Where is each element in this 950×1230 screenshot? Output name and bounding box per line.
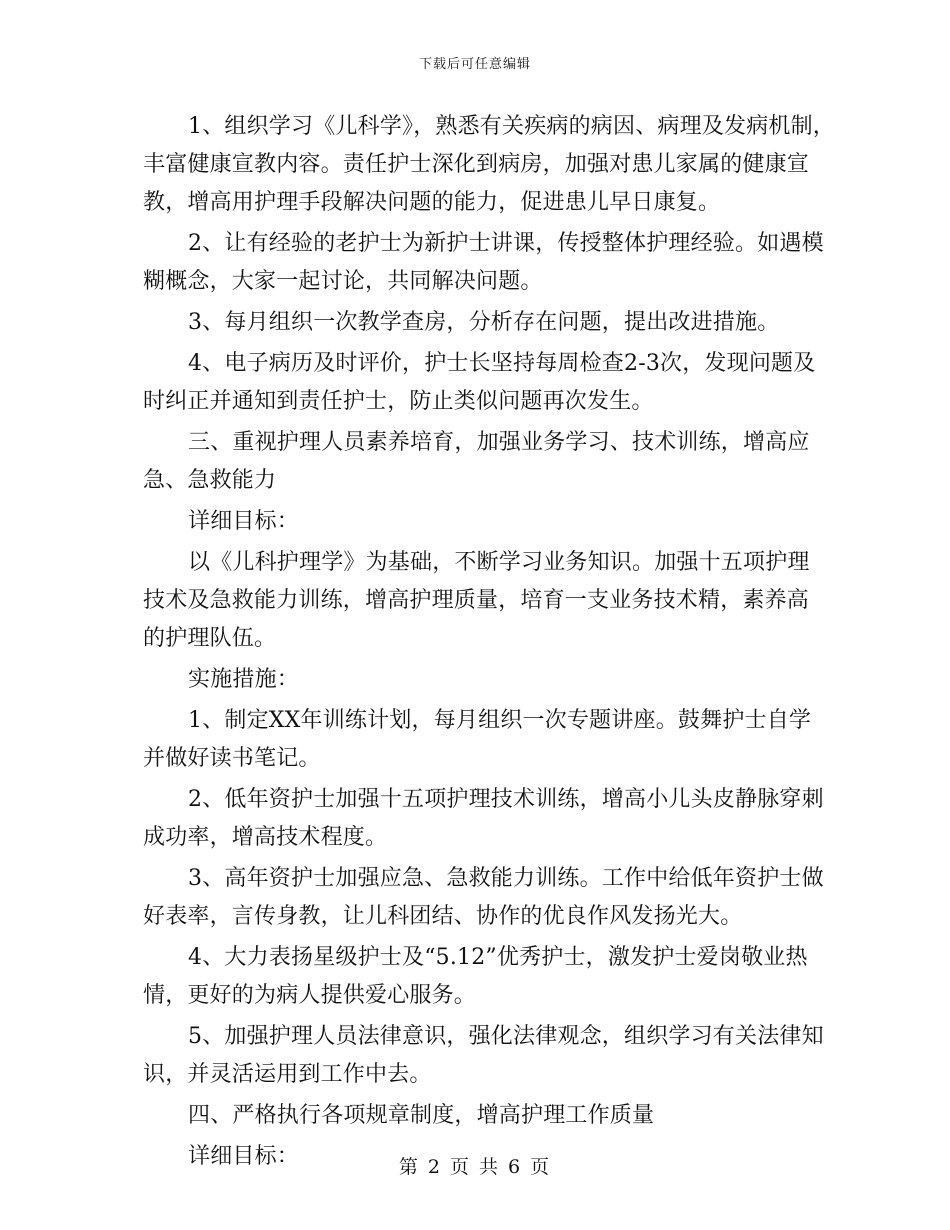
- text-line: 时纠正并通知到责任护士，防止类似问题再次发生。: [143, 389, 654, 414]
- text-line: 1、制定XX年训练计划，每月组织一次专题讲座。鼓舞护士自学: [188, 708, 812, 733]
- subheading: [143, 661, 833, 699]
- subheading: [143, 503, 833, 541]
- paragraph: [143, 225, 833, 301]
- paragraph: [143, 939, 833, 1015]
- page-header: 下载后可任意编辑: [418, 57, 531, 72]
- text-line: 以《儿科护理学》为基础，不断学习业务知识。加强十五项护理: [188, 550, 810, 575]
- text-line: 技术及急救能力训练，增高护理质量，培育一支业务技术精，素养高: [143, 588, 810, 613]
- text-line: 并做好读书笔记。: [143, 746, 321, 771]
- paragraph: [143, 702, 833, 778]
- text-line: 3、每月组织一次教学查房，分析存在问题，提出改进措施。: [188, 310, 780, 335]
- text-line: 2、低年资护士加强十五项护理技术训练，增高小儿头皮静脉穿刺: [188, 787, 824, 812]
- text-line: 三、重视护理人员素养培育，加强业务学习、技术训练，增高应: [188, 430, 810, 455]
- section-heading: [143, 1097, 833, 1135]
- paragraph: [143, 1018, 833, 1094]
- text-line: 4、大力表扬星级护士及“5.12”优秀护士，激发护士爱岗敬业热: [188, 945, 808, 970]
- text-line: 四、严格执行各项规章制度，增高护理工作质量: [188, 1103, 655, 1128]
- text-line: 识，并灵活运用到工作中去。: [143, 1062, 432, 1087]
- paragraph: [143, 345, 833, 421]
- paragraph: [143, 108, 833, 222]
- section-heading: [143, 424, 833, 500]
- paragraph: [143, 544, 833, 658]
- paragraph: [143, 781, 833, 857]
- text-line: 2、让有经验的老护士为新护士讲课，传授整体护理经验。如遇模: [188, 231, 824, 256]
- text-line: 教，增高用护理手段解决问题的能力，促进患儿早日康复。: [143, 190, 721, 215]
- text-line: 急、急救能力: [143, 468, 277, 493]
- text-line: 1、组织学习《儿科学》，熟悉有关疾病的病因、病理及发病机制，: [188, 114, 835, 139]
- text-line: 详细目标：: [188, 509, 300, 534]
- text-line: 详细目标：: [188, 1144, 300, 1169]
- paragraph: [143, 304, 833, 342]
- text-line: 实施措施：: [188, 667, 300, 692]
- document-body: [143, 108, 833, 1176]
- text-line: 3、高年资护士加强应急、急救能力训练。工作中给低年资护士做: [188, 866, 824, 891]
- text-line: 好表率，言传身教，让儿科团结、协作的优良作风发扬光大。: [143, 904, 743, 929]
- text-line: 糊概念，大家一起讨论，共同解决问题。: [143, 269, 543, 294]
- text-line: 4、电子病历及时评价，护士长坚持每周检查2-3次，发现问题及: [188, 351, 816, 376]
- text-line: 5、加强护理人员法律意识，强化法律观念，组织学习有关法律知: [188, 1024, 824, 1049]
- paragraph: [143, 860, 833, 936]
- text-line: 情，更好的为病人提供爱心服务。: [143, 983, 477, 1008]
- page-number-footer: 第 2 页 共 6 页: [398, 1156, 552, 1178]
- text-line: 成功率，增高技术程度。: [143, 825, 388, 850]
- text-line: 的护理队伍。: [143, 626, 277, 651]
- text-line: 丰富健康宣教内容。责任护士深化到病房，加强对患儿家属的健康宣: [143, 152, 810, 177]
